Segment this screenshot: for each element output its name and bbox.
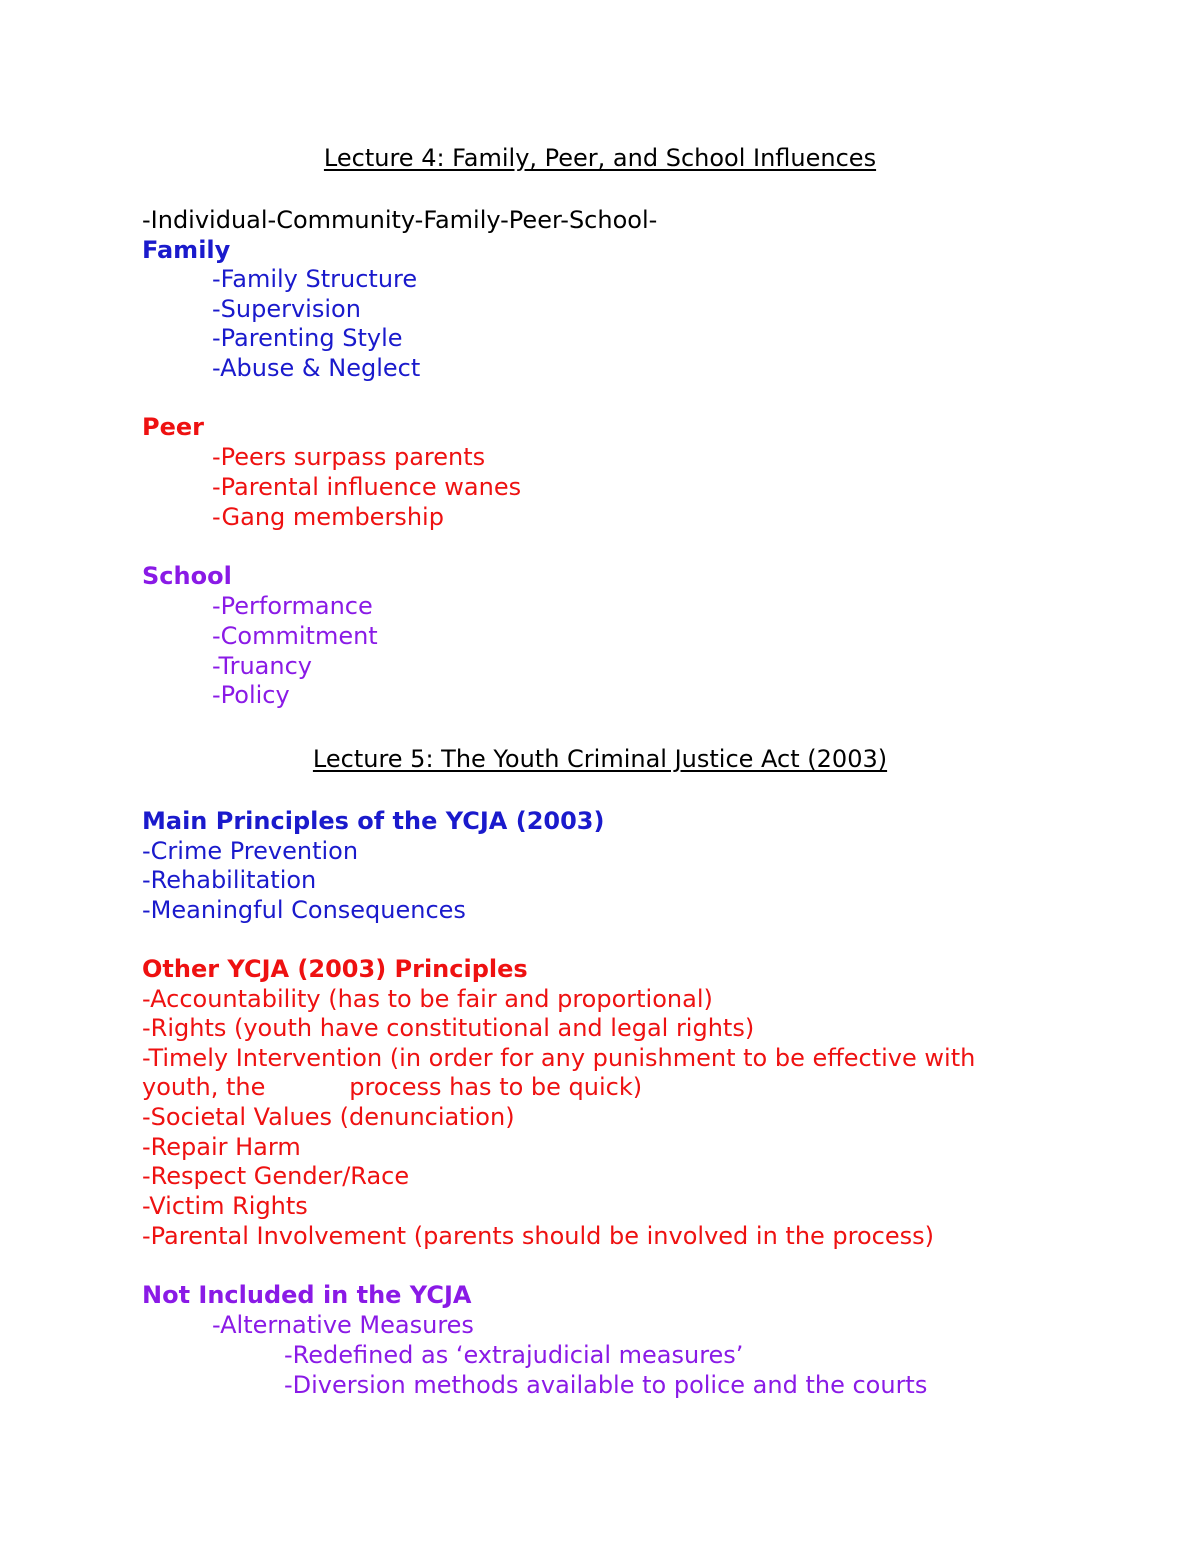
- family-item: -Family Structure: [212, 265, 418, 293]
- school-item: -Commitment: [212, 622, 378, 650]
- peer-item: -Parental influence wanes: [212, 473, 522, 501]
- influence-chain: -Individual-Community-Family-Peer-School-: [142, 206, 658, 234]
- peer-item: -Gang membership: [212, 503, 444, 531]
- main-principle-item: -Crime Prevention: [142, 837, 359, 865]
- other-principle-item: -Respect Gender/Race: [142, 1162, 410, 1190]
- other-principle-item: -Timely Intervention (in order for any punishment to be effective with: [142, 1044, 976, 1072]
- not-included-subitem: -Redefined as ‘extrajudicial measures’: [284, 1341, 744, 1369]
- other-principle-item: -Societal Values (denunciation): [142, 1103, 515, 1131]
- not-included-subitem: -Diversion methods available to police and the courts: [284, 1371, 928, 1399]
- other-principle-item: -Repair Harm: [142, 1133, 301, 1161]
- peer-heading: Peer: [142, 413, 204, 441]
- family-item: -Parenting Style: [212, 324, 403, 352]
- family-item: -Supervision: [212, 295, 361, 323]
- main-principles-heading: Main Principles of the YCJA (2003): [142, 807, 605, 835]
- lecture-4-title: Lecture 4: Family, Peer, and School Influences: [323, 144, 877, 172]
- other-principles-heading: Other YCJA (2003) Principles: [142, 955, 528, 983]
- other-principle-item: -Victim Rights: [142, 1192, 308, 1220]
- other-principle-item: -Accountability (has to be fair and proportional): [142, 985, 713, 1013]
- other-principle-item: -Rights (youth have constitutional and legal rights): [142, 1014, 755, 1042]
- peer-item: -Peers surpass parents: [212, 443, 486, 471]
- other-principle-item: -Parental Involvement (parents should be involved in the process): [142, 1222, 935, 1250]
- main-principle-item: -Meaningful Consequences: [142, 896, 466, 924]
- main-principle-item: -Rehabilitation: [142, 866, 317, 894]
- not-included-heading: Not Included in the YCJA: [142, 1281, 472, 1309]
- not-included-item: -Alternative Measures: [212, 1311, 474, 1339]
- other-principle-item-continued: youth, the process has to be quick): [142, 1073, 643, 1101]
- school-item: -Truancy: [212, 652, 312, 680]
- family-item: -Abuse & Neglect: [212, 354, 421, 382]
- family-heading: Family: [142, 236, 231, 264]
- school-heading: School: [142, 562, 232, 590]
- lecture-5-title: Lecture 5: The Youth Criminal Justice Act (2003): [312, 745, 888, 773]
- school-item: -Policy: [212, 681, 290, 709]
- school-item: -Performance: [212, 592, 373, 620]
